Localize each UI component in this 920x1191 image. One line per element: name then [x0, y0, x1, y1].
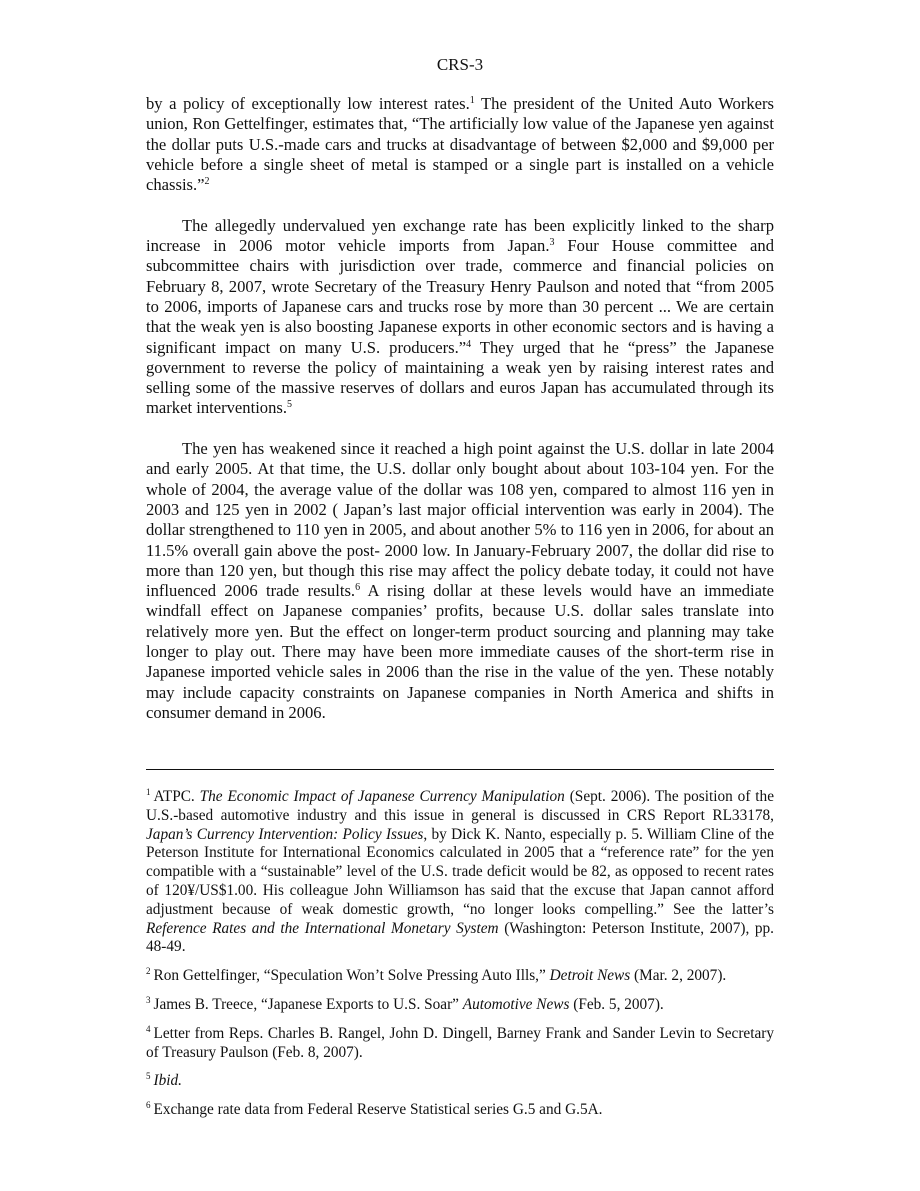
italic-title: Detroit News — [549, 967, 631, 985]
text-run: (Washington: Peterson Institute, 2007), pp. 48-49. — [146, 919, 775, 956]
text-run: James B. Treece, “Japanese Exports to U.S. Soar” — [153, 995, 463, 1013]
text-run: A rising dollar at these levels would have an immediate windfall effect on Japanese companies’ profits, because U.S. dollar sales translate into relatively more yen. But the effect on longer-term product sourcing and planning may take longer to play out. There may have been more immediate causes of the short-term rise in Japanese imported vehicle sales in 2006 than the rise in the value of the yen. These notably may include capacity constraints on Japanese companies in North America and shifts in consumer demand in 2006. — [146, 581, 774, 722]
footnote-number: 3 — [146, 994, 151, 1005]
text-run: Letter from Reps. Charles B. Rangel, John D. Dingell, Barney Frank and Sander Levin to Secretary of Treasury Paulson (Feb. 8, 2007). — [146, 1024, 774, 1061]
footnote-ref: 6 — [355, 582, 361, 594]
footnote — [146, 788, 774, 957]
footnote-number: 5 — [146, 1071, 151, 1082]
footnote — [146, 1072, 774, 1091]
text-run: by a policy of exceptionally low interest rates. — [146, 94, 470, 113]
footnote-ref: 3 — [549, 237, 555, 249]
footnote-number: 1 — [146, 787, 151, 797]
italic-title: Ibid. — [153, 1072, 182, 1090]
text-run: They urged that he “press” the Japanese government to reverse the policy of maintaining a weak yen by raising interest rates and selling some of the massive reserves of dollars and euros Japan has accumulated through its market interventions. — [146, 337, 774, 418]
footnote — [146, 1025, 774, 1063]
italic-title: Automotive News — [462, 995, 570, 1013]
footnote-separator — [146, 769, 774, 770]
italic-title: Reference Rates and the International Monetary System — [146, 919, 499, 937]
footnote-number: 2 — [146, 966, 151, 977]
text-run: , by Dick K. Nanto, especially p. 5. William Cline of the Peterson Institute for International Economics calculated in 2005 that a “reference rate” for the yen compatible with a “sustainable” level of the U.S. trade deficit would be 82, as opposed to recent rates of 120¥/US$1.00. His colleague John Williamson has said that the excuse that Japan cannot afford adjustment because of weak domestic growth, “no longer looks compelling.” See the latter’s — [146, 825, 774, 918]
footnote-number: 4 — [146, 1023, 151, 1034]
body-text — [146, 94, 774, 723]
body-paragraph — [146, 216, 774, 419]
footnotes — [146, 788, 774, 1130]
text-run: Four House committee and subcommittee chairs with jurisdiction over trade, commerce and financial policies on February 8, 2007, wrote Secretary of the Treasury Henry Paulson and noted that “from 2005 to 2006, imports of Japanese cars and trucks rose by more than 30 percent ... We are certain that the weak yen is also boosting Japanese exports in other economic sectors and is having a significant impact on many U.S. producers.” — [146, 236, 774, 357]
text-run: Exchange rate data from Federal Reserve Statistical series G.5 and G.5A. — [153, 1101, 603, 1119]
text-run: (Sept. 2006). The position of the U.S.-based automotive industry and this issue in general is discussed in CRS Report RL33178, — [146, 788, 774, 824]
text-run: The yen has weakened since it reached a high point against the U.S. dollar in late 2004 and early 2005. At that time, the U.S. dollar only bought about about 103-104 yen. For the whole of 2004, the average value of the dollar was 108 yen, compared to almost 116 yen in 2003 and 125 yen in 2002 ( Japan’s last major official intervention was early in 2004). The dollar strengthened to 110 yen in 2005, and about another 5% to 116 yen in 2006, for about an 11.5% overall gain above the post- 2000 low. In January-February 2007, the dollar did rise to more than 120 yen, but though this rise may affect the policy debate today, it could not have influenced 2006 trade results. — [146, 439, 774, 601]
text-run: (Feb. 5, 2007). — [569, 995, 664, 1013]
footnote-ref: 2 — [204, 176, 210, 188]
footnote-number: 6 — [146, 1100, 151, 1111]
footnote — [146, 967, 774, 986]
body-paragraph — [146, 94, 774, 195]
footnote — [146, 996, 774, 1015]
footnote-ref: 1 — [469, 95, 475, 106]
page-header: CRS-3 — [436, 55, 484, 74]
footnote — [146, 1101, 774, 1120]
footnote-ref: 4 — [466, 338, 472, 350]
body-paragraph — [146, 439, 774, 723]
footnote-ref: 5 — [287, 399, 293, 411]
text-run: Ron Gettelfinger, “Speculation Won’t Solve Pressing Auto Ills,” — [153, 967, 550, 985]
text-run: The allegedly undervalued yen exchange rate has been explicitly linked to the sharp increase in 2006 motor vehicle imports from Japan. — [146, 215, 774, 256]
text-run: The president of the United Auto Workers union, Ron Gettelfinger, estimates that, “The artificially low value of the Japanese yen against the dollar puts U.S.-made cars and trucks at disadvantage of between $2,000 and $9,000 per vehicle before a single sheet of metal is stamped or a single part is installed on a vehicle chassis.” — [146, 94, 774, 195]
text-run: ATPC. — [153, 788, 200, 805]
italic-title: The Economic Impact of Japanese Currency Manipulation — [199, 788, 565, 805]
italic-title: Japan’s Currency Intervention: Policy Issues — [146, 825, 424, 843]
text-run: (Mar. 2, 2007). — [630, 967, 727, 985]
